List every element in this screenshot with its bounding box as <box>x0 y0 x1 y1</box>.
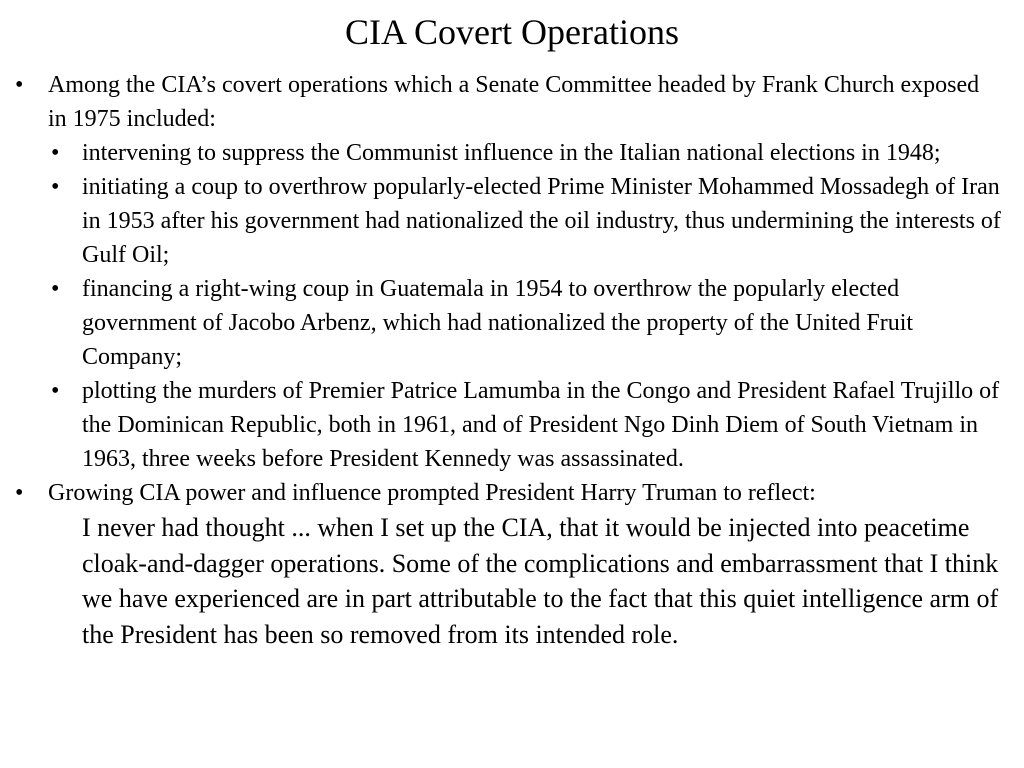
sub-bullet-item <box>0 272 1014 374</box>
bullet-text: Growing CIA power and influence prompted President Harry Truman to reflect: <box>48 480 816 506</box>
truman-quote: I never had thought ... when I set up the CIA, that it would be injected into peacetime cloak-and-dagger operations. Some of the complications and embarrassment that I think we have experienced are in part attributable to the fact that this quiet intelligence arm of the President has been so removed from its intended role. <box>82 513 999 649</box>
bullet-icon: • <box>15 480 24 506</box>
bullet-icon: • <box>51 276 60 302</box>
bullet-item <box>0 476 988 510</box>
sub-bullet-text: financing a right-wing coup in Guatemala in 1954 to overthrow the popularly elected government of Jacobo Arbenz, which had nationalized the property of the United Fruit Company; <box>82 276 914 370</box>
bullet-item <box>0 68 988 136</box>
slide-title: CIA Covert Operations <box>345 12 679 52</box>
sub-bullet-item <box>0 136 1014 170</box>
bullet-icon: • <box>51 378 60 404</box>
sub-bullet-item <box>0 374 1014 476</box>
sub-bullet-text: initiating a coup to overthrow popularly-elected Prime Minister Mohammed Mossadegh of Iran in 1953 after his government had nationalized the oil industry, thus undermining the interests of Gulf Oil; <box>82 174 1001 268</box>
bullet-icon: • <box>15 72 24 98</box>
sub-bullet-text: plotting the murders of Premier Patrice Lamumba in the Congo and President Rafael Trujillo of the Dominican Republic, both in 1961, and of President Ngo Dinh Diem of South Vietnam in 1963, three weeks before President Kennedy was assassinated. <box>82 378 1000 472</box>
bullet-icon: • <box>51 140 60 166</box>
sub-bullet-text: intervening to suppress the Communist influence in the Italian national elections in 1948; <box>82 140 941 166</box>
sub-bullet-item <box>0 170 1014 272</box>
bullet-text: Among the CIA’s covert operations which a Senate Committee headed by Frank Church exposed in 1975 included: <box>48 72 980 132</box>
slide-content <box>0 68 1024 652</box>
bullet-icon: • <box>51 174 60 200</box>
